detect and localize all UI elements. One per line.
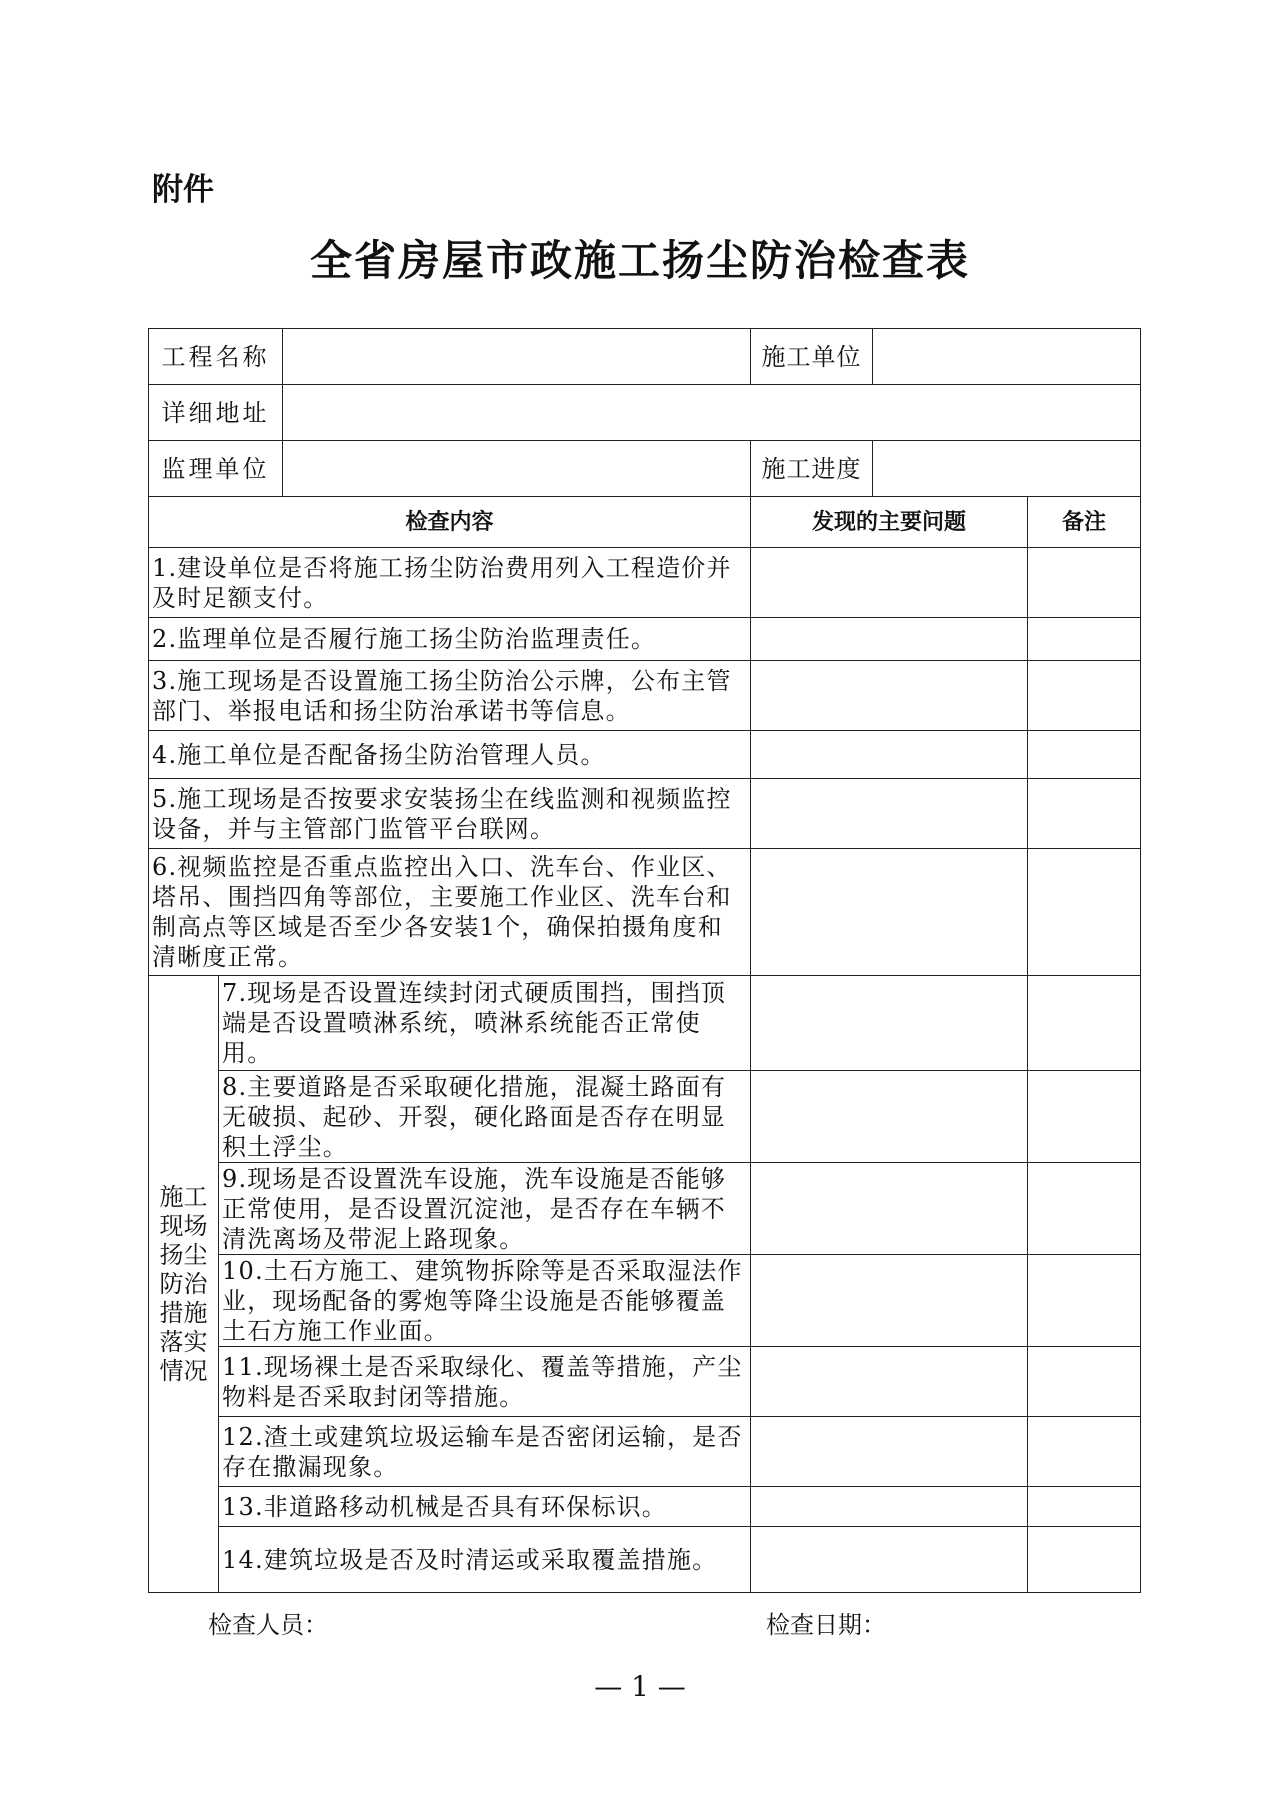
contractor-field[interactable] <box>873 329 1141 385</box>
group-label: 施工现场扬尘防治措施落实情况 <box>149 976 219 1593</box>
remarks-cell[interactable] <box>1028 1071 1141 1163</box>
remarks-cell[interactable] <box>1028 1527 1141 1593</box>
check-item: 14.建筑垃圾是否及时清运或采取覆盖措施。 <box>219 1527 751 1593</box>
project-name-field[interactable] <box>283 329 751 385</box>
remarks-cell[interactable] <box>1028 1255 1141 1347</box>
remarks-cell[interactable] <box>1028 1487 1141 1527</box>
header-remarks: 备注 <box>1028 497 1141 548</box>
issues-cell[interactable] <box>751 548 1028 618</box>
check-item: 7.现场是否设置连续封闭式硬质围挡，围挡顶端是否设置喷淋系统，喷淋系统能否正常使用。 <box>219 976 751 1071</box>
check-item: 2.监理单位是否履行施工扬尘防治监理责任。 <box>149 618 751 661</box>
check-item: 9.现场是否设置洗车设施，洗车设施是否能够正常使用，是否设置沉淀池，是否存在车辆不清洗离场及带泥上路现象。 <box>219 1163 751 1255</box>
remarks-cell[interactable] <box>1028 1347 1141 1417</box>
inspection-table <box>148 328 1141 1593</box>
issues-cell[interactable] <box>751 731 1028 779</box>
page-number: — 1 — <box>594 1670 686 1703</box>
remarks-cell[interactable] <box>1028 1163 1141 1255</box>
issues-cell[interactable] <box>751 1487 1028 1527</box>
issues-cell[interactable] <box>751 1163 1028 1255</box>
check-item: 13.非道路移动机械是否具有环保标识。 <box>219 1487 751 1527</box>
issues-cell[interactable] <box>751 1527 1028 1593</box>
check-item: 11.现场裸土是否采取绿化、覆盖等措施，产尘物料是否采取封闭等措施。 <box>219 1347 751 1417</box>
remarks-cell[interactable] <box>1028 779 1141 849</box>
remarks-cell[interactable] <box>1028 661 1141 731</box>
issues-cell[interactable] <box>751 1255 1028 1347</box>
remarks-cell[interactable] <box>1028 849 1141 976</box>
address-label: 详细地址 <box>149 385 283 441</box>
progress-field[interactable] <box>873 441 1141 497</box>
issues-cell[interactable] <box>751 1347 1028 1417</box>
issues-cell[interactable] <box>751 976 1028 1071</box>
issues-cell[interactable] <box>751 779 1028 849</box>
remarks-cell[interactable] <box>1028 548 1141 618</box>
check-item: 4.施工单位是否配备扬尘防治管理人员。 <box>149 731 751 779</box>
check-item: 6.视频监控是否重点监控出入口、洗车台、作业区、塔吊、围挡四角等部位，主要施工作业区、洗车台和制高点等区域是否至少各安装1个，确保拍摄角度和清晰度正常。 <box>149 849 751 976</box>
issues-cell[interactable] <box>751 661 1028 731</box>
issues-cell[interactable] <box>751 1071 1028 1163</box>
issues-cell[interactable] <box>751 618 1028 661</box>
supervisor-label: 监理单位 <box>149 441 283 497</box>
check-item: 8.主要道路是否采取硬化措施，混凝土路面有无破损、起砂、开裂，硬化路面是否存在明显积土浮尘。 <box>219 1071 751 1163</box>
check-item: 10.土石方施工、建筑物拆除等是否采取湿法作业，现场配备的雾炮等降尘设施是否能够覆盖土石方施工作业面。 <box>219 1255 751 1347</box>
remarks-cell[interactable] <box>1028 618 1141 661</box>
header-content: 检查内容 <box>149 497 751 548</box>
check-item: 12.渣土或建筑垃圾运输车是否密闭运输，是否存在撒漏现象。 <box>219 1417 751 1487</box>
remarks-cell[interactable] <box>1028 1417 1141 1487</box>
attachment-label: 附件 <box>152 172 214 208</box>
address-field[interactable] <box>283 385 1141 441</box>
progress-label: 施工进度 <box>751 441 873 497</box>
check-item: 3.施工现场是否设置施工扬尘防治公示牌，公布主管部门、举报电话和扬尘防治承诺书等信息。 <box>149 661 751 731</box>
inspection-date-label: 检查日期： <box>766 1611 886 1639</box>
contractor-label: 施工单位 <box>751 329 873 385</box>
project-name-label: 工程名称 <box>149 329 283 385</box>
remarks-cell[interactable] <box>1028 976 1141 1071</box>
check-item: 1.建设单位是否将施工扬尘防治费用列入工程造价并及时足额支付。 <box>149 548 751 618</box>
header-issues: 发现的主要问题 <box>751 497 1028 548</box>
supervisor-field[interactable] <box>283 441 751 497</box>
page-title: 全省房屋市政施工扬尘防治检查表 <box>309 236 970 285</box>
issues-cell[interactable] <box>751 1417 1028 1487</box>
remarks-cell[interactable] <box>1028 731 1141 779</box>
issues-cell[interactable] <box>751 849 1028 976</box>
inspector-label: 检查人员： <box>208 1611 328 1639</box>
check-item: 5.施工现场是否按要求安装扬尘在线监测和视频监控设备，并与主管部门监管平台联网。 <box>149 779 751 849</box>
